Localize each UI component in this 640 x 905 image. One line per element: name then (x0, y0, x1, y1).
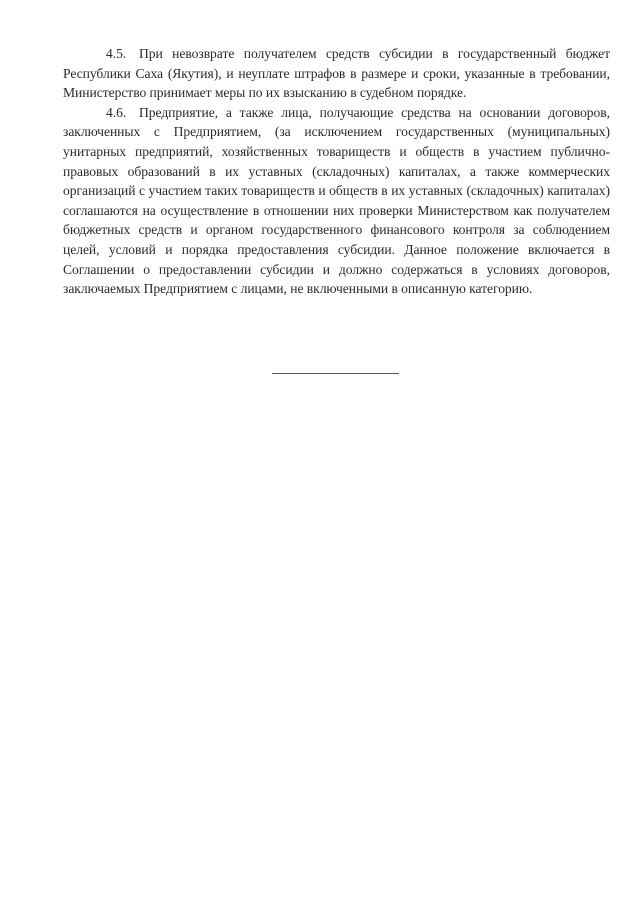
clause-text: При невозврате получателем средств субсидии в государственный бюджет Республики Саха (Якутия), и неуплате штрафов в размере и сроки, указанные в требовании, Министерство принимает меры по их взысканию в судебном порядке. (63, 46, 610, 101)
clause-4-5 (63, 44, 610, 103)
clause-number: 4.5. (106, 46, 127, 61)
document-body (63, 44, 610, 299)
clause-text: Предприятие, а также лица, получающие средства на основании договоров, заключенных с Предприятием, (за исключением государственных (муниципальных) унитарных предприятий, хозяйственных товариществ и обществ в участием публично-правовых образований в их уставных (складочных) капиталах, а также коммерческих организаций с участием таких товариществ и обществ в их уставных (складочных) капиталах) соглашаются на осуществление в отношении них проверки Министерством как получателем бюджетных средств и органом государственного финансового контроля за соблюдением целей, условий и порядка предоставления субсидии. Данное положение включается в Соглашении о предоставлении субсидии и должно содержаться в условиях договоров, заключаемых Предприятием с лицами, не включенными в описанную категорию. (63, 104, 610, 297)
clause-4-6 (63, 103, 610, 299)
end-separator-line (272, 373, 399, 374)
clause-number: 4.6. (106, 104, 127, 120)
